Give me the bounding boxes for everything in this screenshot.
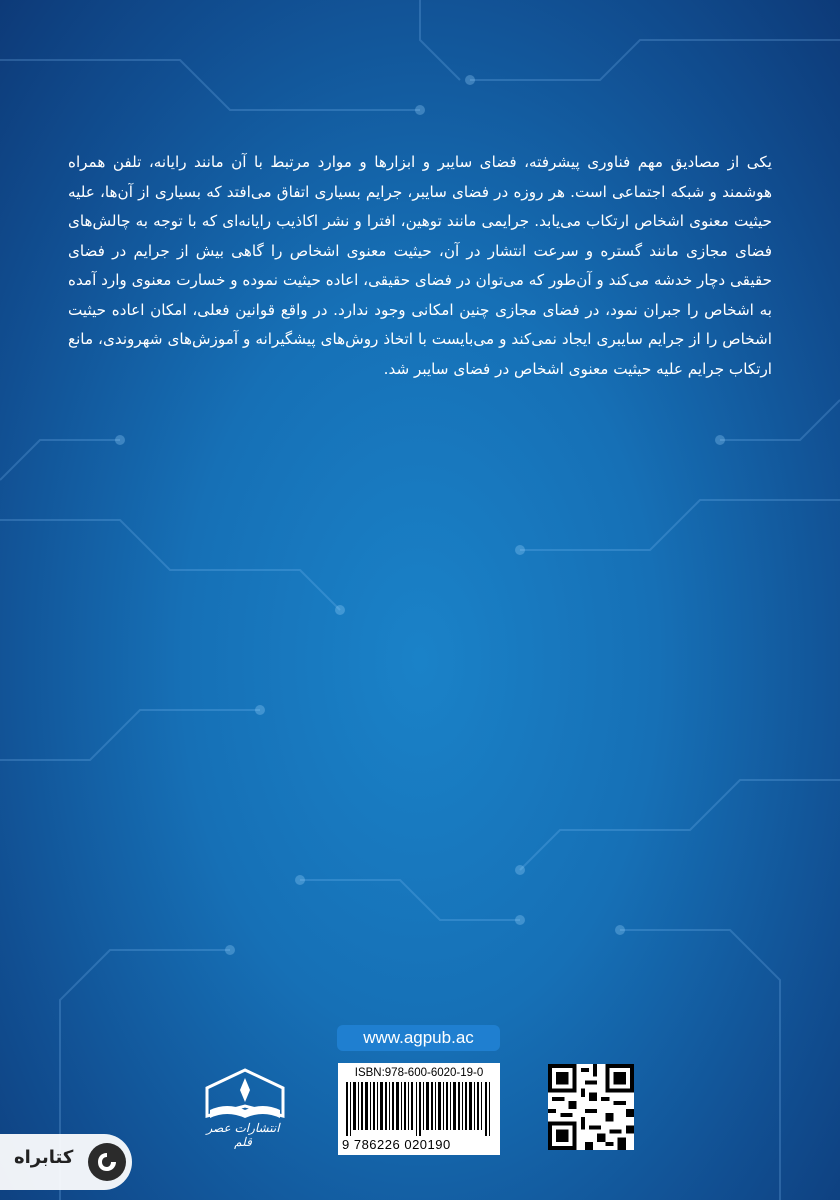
barcode-bars-icon: [346, 1082, 492, 1136]
ketabrah-logo-icon: [88, 1143, 126, 1181]
qr-code-icon[interactable]: [548, 1064, 634, 1150]
back-cover-blurb: یکی از مصادیق مهم فناوری پیشرفته، فضای سایبر و ابزارها و موارد مرتبط با آن مانند رایانه، تلفن همراه هوشمند و شبکه اجتماعی است. هر روزه در فضای سایبر، جرایم بسیاری اتفاق می‌افتد که بسیاری از آن‌ها، علیه حیثیت معنوی اشخاص ارتکاب می‌یابد. جرایمی مانند توهین، افترا و نشر اکاذیب رایانه‌ای که با توجه به چالش‌های فضای مجازی مانند گستره و سرعت انتشار در آن، حیثیت معنوی اشخاص را گاهی بیش از جرایم در فضای حقیقی دچار خدشه می‌کند و آن‌طور که می‌توان در فضای حقیقی، اعاده حیثیت نموده و خسارت معنوی وارد آمده به اشخاص را جبران نمود، در فضای مجازی چنین امکانی وجود ندارد. در واقع قوانین فعلی، امکان اعاده حیثیت اشخاص را از جرایم سایبری ایجاد نمی‌کند و می‌بایست با اتخاذ روش‌های پیشگیرانه و آموزش‌های شهروندی، مانع ارتکاب جرایم علیه حیثیت معنوی اشخاص در فضای سایبر شد.: [68, 153, 772, 378]
barcode-digits: 9 786226 020190: [342, 1137, 451, 1152]
publisher-website[interactable]: www.agpub.ac: [337, 1025, 500, 1051]
ketabrah-watermark: [0, 1134, 132, 1190]
isbn-label: ISBN:978-600-6020-19-0: [354, 1067, 484, 1079]
isbn-barcode: [338, 1063, 500, 1155]
publisher-name: انتشارات عصر قلم: [206, 1121, 280, 1149]
ketabrah-label: کتابراه: [14, 1147, 74, 1168]
